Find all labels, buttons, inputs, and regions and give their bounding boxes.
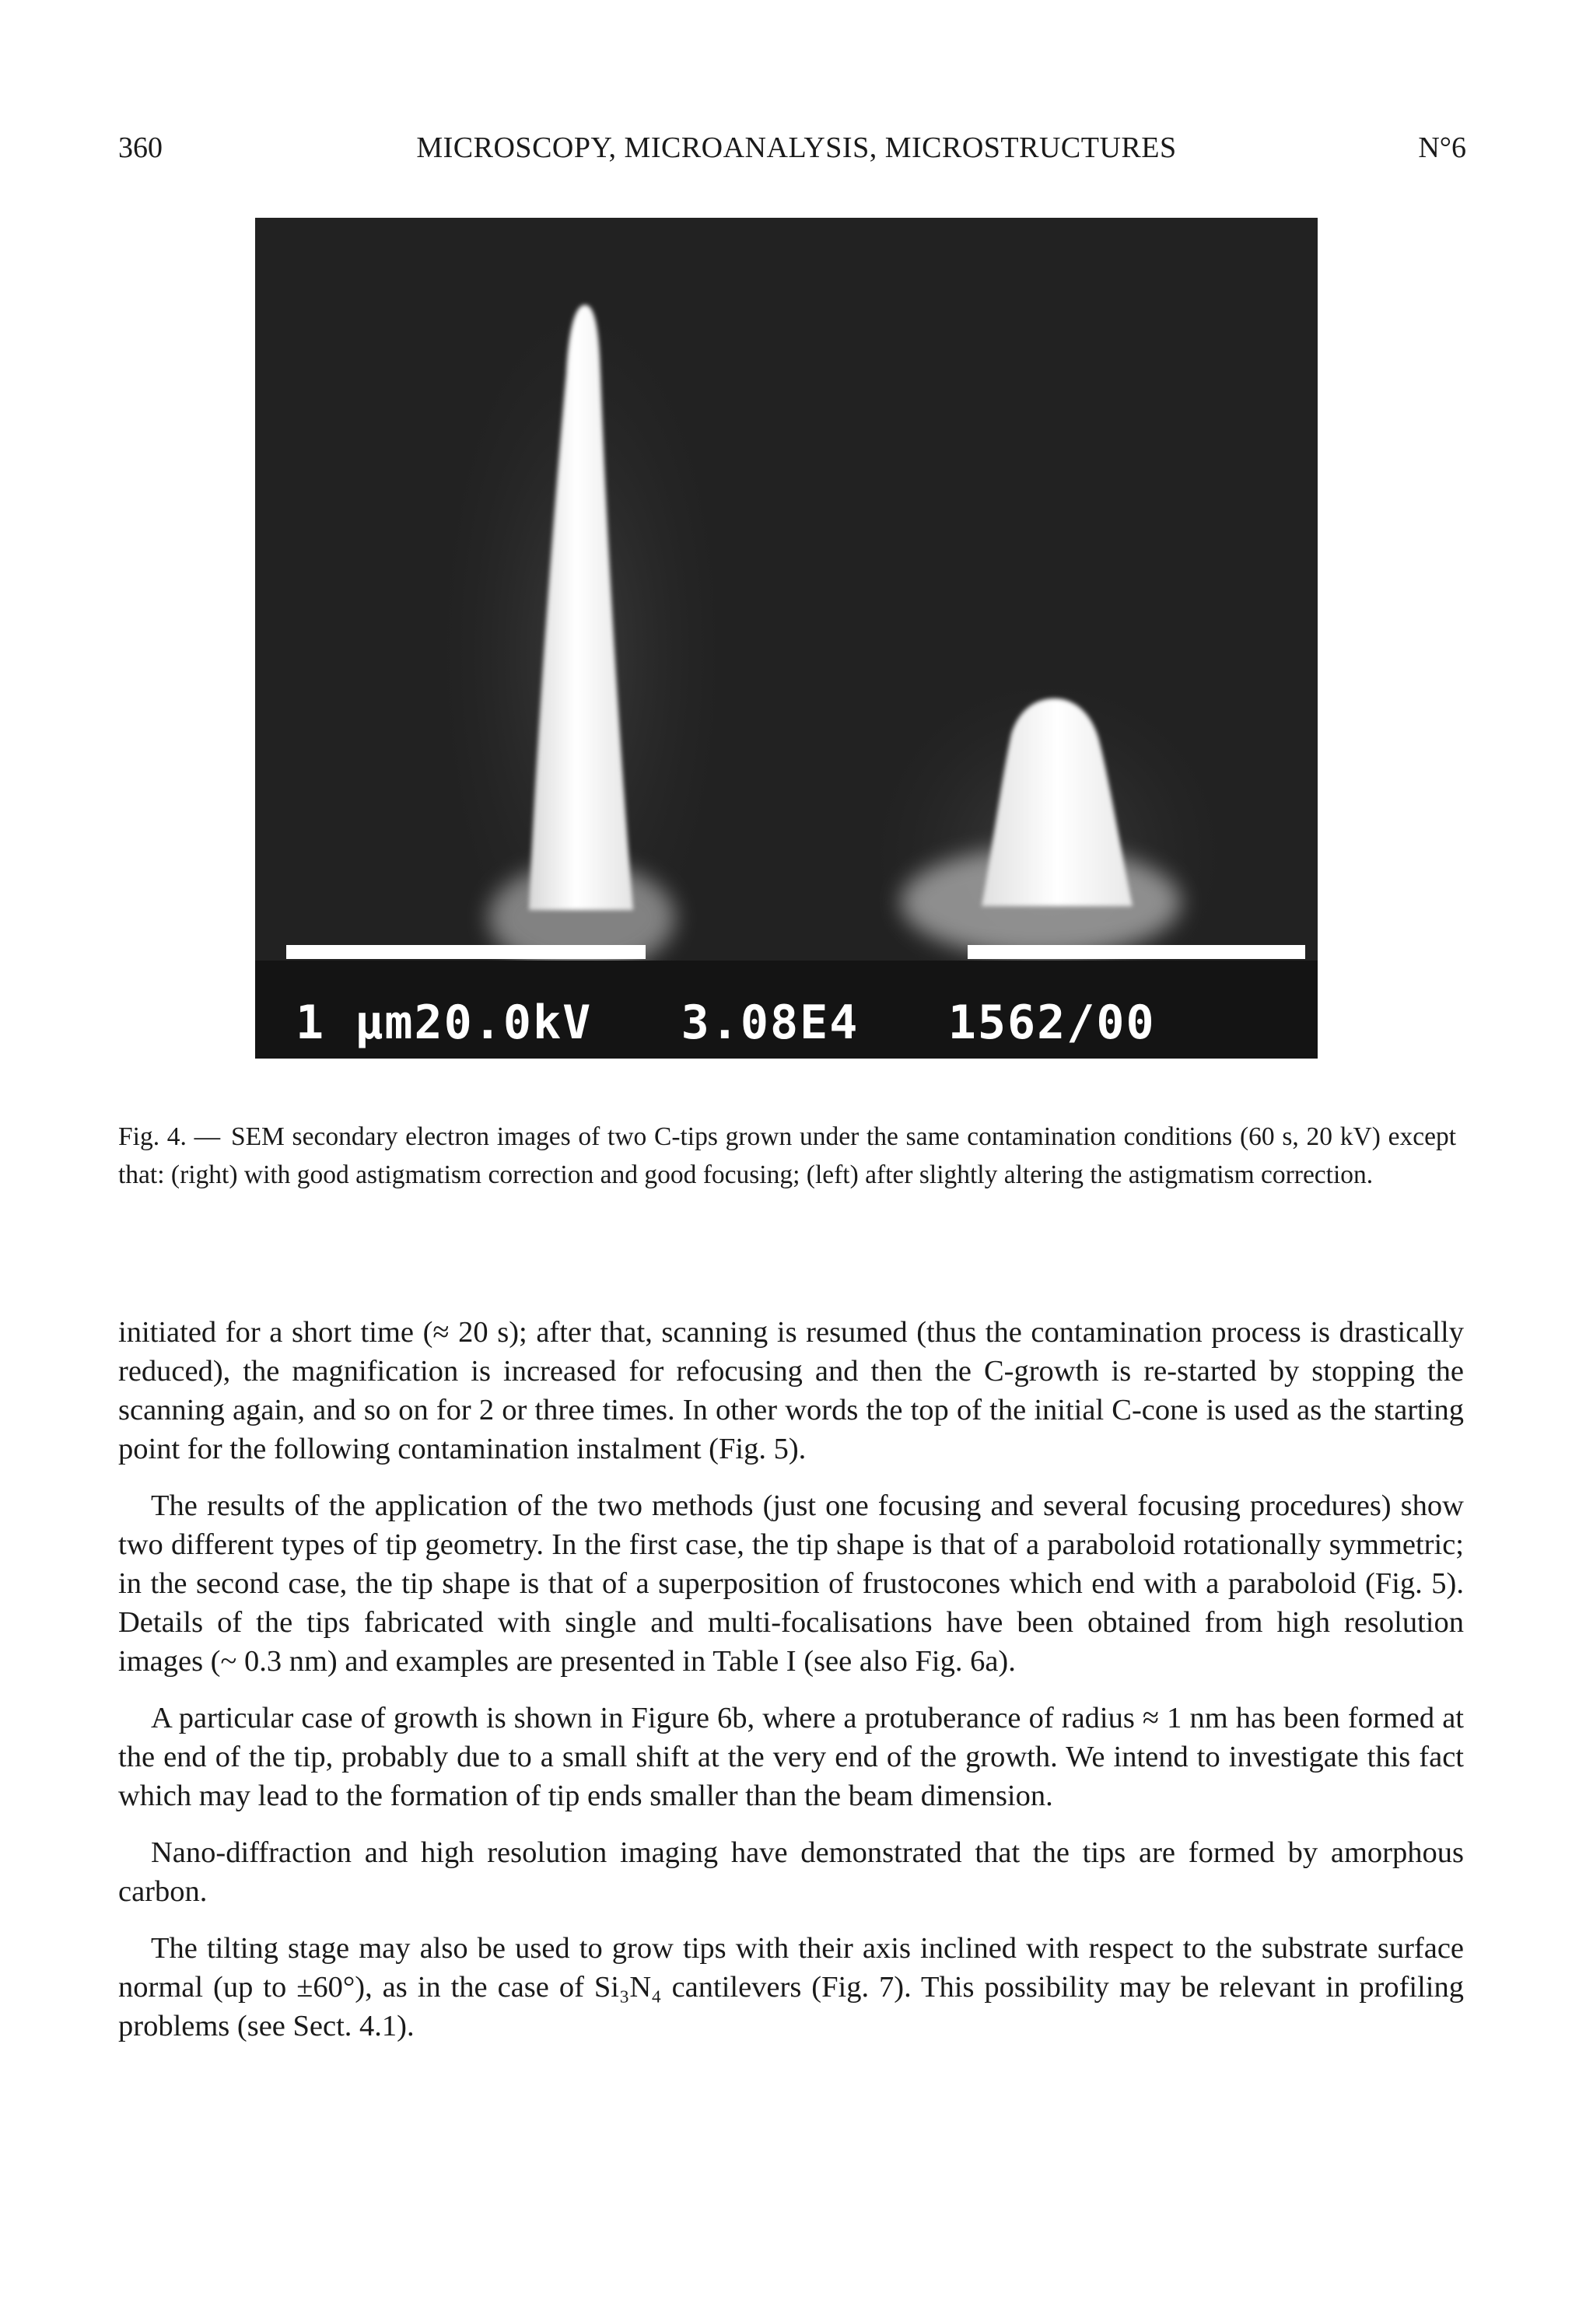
page-number: 360	[118, 131, 163, 164]
sem-image	[255, 218, 1318, 1059]
issue-number: N°6	[1418, 131, 1466, 164]
paragraph-1: initiated for a short time (≈ 20 s); after that, scanning is resumed (thus the contamination process is drastically reduced), the magnification is increased for refocusing and then the C-growth is re-started by stopping the scanning again, and so on for 2 or three times. In other words the top of the initial C-cone is used as the starting point for the following contamination instalment (Fig. 5).	[118, 1316, 1464, 1465]
caption-text: SEM secondary electron images of two C-tips grown under the same contamination conditions (60 s, 20 kV) except that: (right) with good astigmatism correction and good focusing; (left) after slightly altering the astigmatism correction.	[118, 1122, 1457, 1189]
page-header	[0, 131, 1593, 174]
sem-figure	[255, 218, 1318, 1059]
figure-caption	[118, 1118, 1456, 1194]
journal-title: MICROSCOPY, MICROANALYSIS, MICROSTRUCTURES	[416, 131, 1177, 164]
paragraph-3: A particular case of growth is shown in Figure 6b, where a protuberance of radius ≈ 1 nm has been formed at the end of the tip, probably due to a small shift at the very end of the growth. We intend to investigate this fact which may lead to the formation of tip ends smaller than the beam dimension.	[118, 1702, 1464, 1812]
sem-readout: 1 μm20.0kV 3.08E4 1562/00	[296, 996, 1156, 1050]
caption-label: Fig. 4. —	[118, 1122, 221, 1151]
left-scale-bar	[286, 945, 646, 959]
right-scale-bar	[968, 945, 1305, 959]
paragraph-2: The results of the application of the two methods (just one focusing and several focusing procedures) show two different types of tip geometry. In the first case, the tip shape is that of a paraboloid rotationally symmetric; in the second case, the tip shape is that of a superposition of frustocones which end with a paraboloid (Fig. 5). Details of the tips fabricated with single and multi-focalisations have been obtained from high resolution images (~ 0.3 nm) and examples are presented in Table I (see also Fig. 6a).	[118, 1489, 1464, 1678]
paragraph-5: The tilting stage may also be used to grow tips with their axis inclined with respect to the substrate surface normal (up to ±60°), as in the case of Si₃N₄ cantilevers (Fig. 7). This possibility may be relevant in profiling problems (see Sect. 4.1).	[118, 1932, 1464, 2042]
body-text	[118, 1313, 1464, 2063]
paragraph-4: Nano-diffraction and high resolution imaging have demonstrated that the tips are formed by amorphous carbon.	[118, 1836, 1464, 1908]
